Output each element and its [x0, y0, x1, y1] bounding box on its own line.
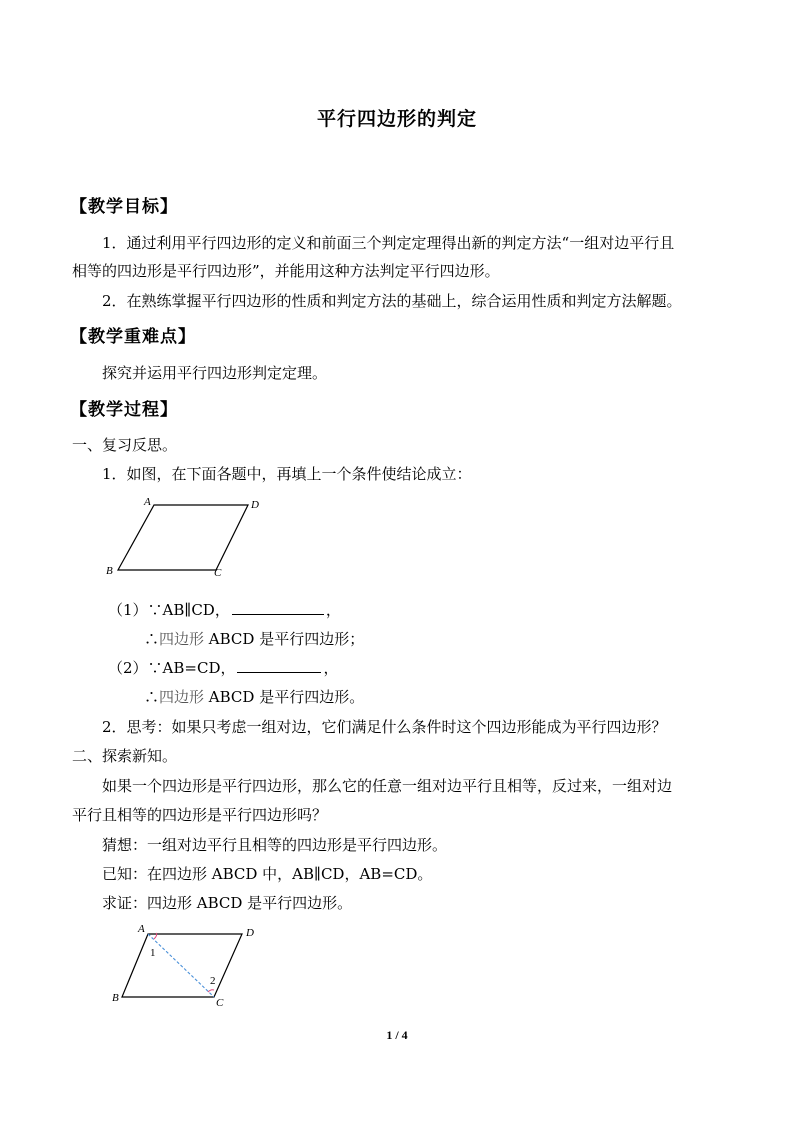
angle-2-arc	[208, 990, 214, 992]
goal1-line1: 1．通过利用平行四边形的定义和前面三个判定定理得出新的判定方法“一组对边平行且	[102, 234, 675, 252]
question-1b-conclusion	[144, 687, 364, 707]
vertex-label-b: B	[106, 565, 113, 577]
question-1b	[108, 658, 339, 678]
explore-line2: 平行且相等的四边形是平行四边形吗？	[72, 806, 328, 824]
conclusion-subject: 四边形	[159, 688, 205, 706]
question-1a-prefix: （1）∵AB∥CD，	[108, 601, 230, 619]
vertex-label-c: C	[214, 567, 222, 579]
goal1-line2: 相等的四边形是平行四边形”，并能用这种方法判定平行四边形。	[72, 262, 500, 280]
diagonal-ac	[148, 934, 214, 997]
question-1: 1．如图，在下面各题中，再填上一个条件使结论成立：	[102, 465, 472, 483]
vertex-label-c: C	[216, 997, 224, 1009]
part2-title: 二、探索新知。	[72, 747, 178, 765]
answer-blank-2[interactable]	[237, 658, 321, 673]
parallelogram-shape	[118, 505, 248, 570]
parallelogram-shape	[122, 934, 242, 997]
conclusion-text: ABCD 是平行四边形。	[204, 688, 365, 706]
angle-label-2: 2	[210, 975, 216, 987]
question-1a	[108, 600, 341, 620]
prove-text: 求证：四边形 ABCD 是平行四边形。	[102, 894, 353, 912]
known-text: 已知：在四边形 ABCD 中，AB∥CD，AB=CD。	[102, 865, 433, 883]
parallelogram-figure-2	[108, 920, 278, 1010]
question-1a-suffix: ，	[325, 601, 341, 619]
vertex-label-d: D	[251, 499, 259, 511]
angle-label-1: 1	[150, 947, 156, 959]
goals-heading: 【教学目标】	[70, 197, 178, 217]
page-title: 平行四边形的判定	[316, 108, 477, 130]
question-1b-suffix: ，	[323, 659, 339, 677]
vertex-label-a: A	[144, 496, 151, 508]
vertex-label-a: A	[138, 923, 145, 935]
explore-line1: 如果一个四边形是平行四边形，那么它的任意一组对边平行且相等，反过来，一组对边	[102, 777, 673, 795]
question-1a-conclusion	[144, 629, 364, 649]
conclusion-text: ABCD 是平行四边形；	[204, 630, 365, 648]
page-number: 1 / 4	[386, 1028, 408, 1042]
question-2: 2．思考：如果只考虑一组对边，它们满足什么条件时这个四边形能成为平行四边形？	[102, 718, 667, 736]
conclusion-subject: 四边形	[159, 630, 205, 648]
key-heading: 【教学重难点】	[70, 327, 196, 347]
part1-title: 一、复习反思。	[72, 436, 178, 454]
therefore-symbol: ∴	[144, 630, 160, 648]
answer-blank-1[interactable]	[232, 600, 324, 615]
process-heading: 【教学过程】	[70, 400, 178, 420]
question-1b-prefix: （2）∵AB=CD，	[108, 659, 236, 677]
key-text: 探究并运用平行四边形判定定理。	[102, 364, 328, 382]
parallelogram-figure-1	[100, 494, 270, 580]
guess-text: 猜想：一组对边平行且相等的四边形是平行四边形。	[102, 836, 448, 854]
therefore-symbol: ∴	[144, 688, 160, 706]
vertex-label-d: D	[246, 927, 254, 939]
goal2: 2．在熟练掌握平行四边形的性质和判定方法的基础上，综合运用性质和判定方法解题。	[102, 292, 682, 310]
vertex-label-b: B	[112, 992, 119, 1004]
